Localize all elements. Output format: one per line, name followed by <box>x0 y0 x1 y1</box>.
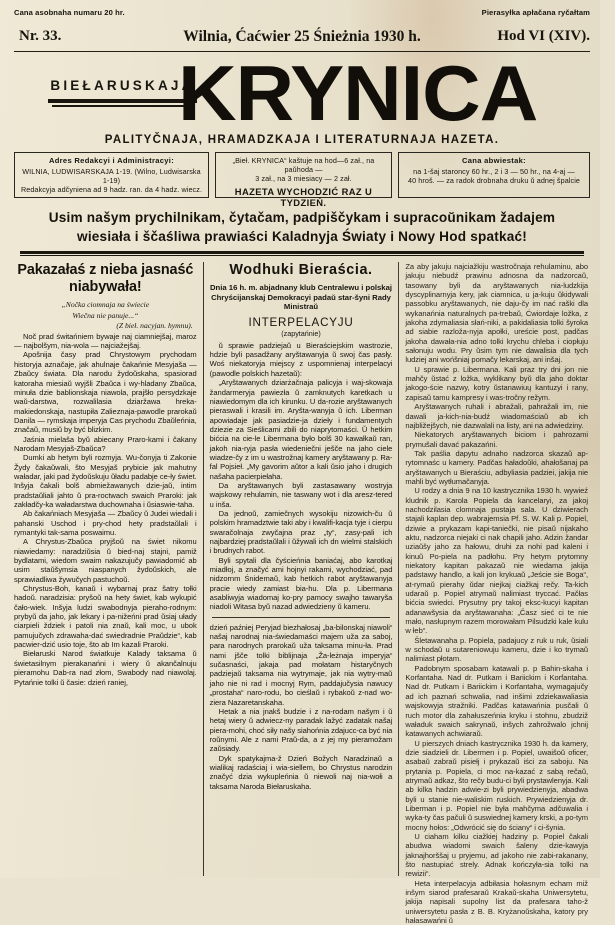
greeting-line-1: Usim našym prychilnikam, čytačam, padpiščykam i supracoŭnikam žadajem <box>48 210 556 225</box>
address-line-2: Redakcyja adčyniena ad 9 hadz. ran. da 4 hadz. wiecz. <box>20 185 203 195</box>
paragraph: dzień paźniej Peryjad biezhałosaj „ba-bilonskaj niawoli“ našaj narodnaj nia-świedamaści majem uža za saboj, para narodnych prarokaŭ uža taksama minu-ła. Prad nami jšče tolki biblijnaja „Ža-leżnaja imperyja“ sučasnaści, jakaja pad mołatam histaryčnych padziejaŭ taksama nia wytrymaje, jak nia wytry-maŭ jaho nie ni rad i mocnyj Rym, paddajučysia nawucy „prostaha“ naro-rodu, bo cieślaŭ i rybakoŭ z-nad wo-ziera Nazaretanskaha. <box>209 622 393 707</box>
epigraph-line-1: „Nočka ciomnaja na świecie <box>61 300 150 309</box>
greeting-divider-thin <box>20 255 584 256</box>
paragraph: Hetak a nia jnakš budzie i z na-rodam našym i ŭ hetaj wiery ŭ adwiecz-ny paradak lažyć zadatak našaj piera-mohi, choć siły našy siahońnia zdajucc-ca być nia roŭnymi. Ale z nami Praŭ-da, a z jej my pieramožam zaŭsiady. <box>209 706 393 754</box>
masthead <box>0 49 600 138</box>
paragraph: „Aryštawanych dziarżačnaja palicyja i waj-skowaja žandarmeryja pawiezła ŭ zamknutych karetkach u niawiedomym dla ich kirunku. U da-rozie aryštawanych pieraswali i krasili im. Aryšta-wanyja ŭ ich. Liberman apowiadaje jak pasiadzie-ja dzieły i fundamentych dziezie za Sieślicami zbili do niaprytomaści. Ŭ hetkim bićcia na cie-le Libermana było bolš 30 kawałkaŭ ran, jakoh nia-ryja pasła wiedeniečni ješče na jaho ciele wiadze-čy z im u wastrožnaj kamery aryštawany p. Ra-fal Pojsieł. „My gavorim aŭtor a kali ŭsio jaho i drugich našaha pacierpiełaha. <box>209 378 393 481</box>
paragraph: Padobnym sposabam katawali p. p Bahin-skaha i Korfantaha. Nad dr. Putkam i Bariickim i Korfantaha. Nad dr. Putkam i Bariickim i Korfantaha, wymagajučy ad ich paznań schwalia, nad inšimi zdziekawaliasia wajskowyja stražniki. Padčas katawańnia pusčali ŭ ruch motor dla zahałuszeńnia kryku i stohnu, zbudziž waładuk swaich sakrynaŭ, inšych zahrožwalo jchnij katawanych achwiaraŭ. <box>405 663 589 739</box>
paragraph: Biełaruski Narod światkuje Kalady taksama ŭ świetasilnym pierakanańni i wiery ŭ akančalnuju pieramohu Dab-ra nad złom, Swabody nad niawolaj. Pytańnie tolki ŭ časie: dzień raniej, <box>14 649 197 687</box>
paragraph: Da aryštawanych byli zastasawany wostryja wajskowy rehulamin, nie taswany wot i dla aresz-tered u inša. <box>209 480 393 509</box>
paragraph: Niekatorych aryštawanych biciom i pahrozami prymušali davać pakazańni. <box>405 430 589 449</box>
place-and-date: Wilnia, Ćaćwier 25 Śnieżnia 1930 h. <box>183 28 421 45</box>
paragraph: Šletawanaha p. Popiela, padajucy z ruk u ruk, ŭsiali w schodaŭ u sutareniowuju kameru, dzie i ko trymaŭ nalimiast płotam. <box>405 635 589 664</box>
price-note: Cana asobnaha numaru 20 hr. <box>14 8 125 17</box>
column-three <box>398 262 594 925</box>
paragraph: U rodzy a dnia 9 na 10 kastrycznika 1930 h. wywieź kludnik p. Karola Popiela da kancelaryi, za jakoj nachodzilasia clomnaja pustaja sala. U dziwierach stajali kaplan dep. wabrajemsia Pf. S. W. Kali p. Popiel, dziwie a prykazam kapi-taniečki, nie pisaŭ nijakaho aktu, nadzorca niejaki ci nak chapili jaho. Adzin žandar uziaŭšy jaho za hałowu, druhi za nohi pad kaleni i kinuŭ Po-piela na padłohu. Pry hetym prytomny niekatory kapitan pakazaŭ nie wiedama jakija padstawy handlo, a kali jon krykuaŭ „Jeście sie Boga“, at-rymaŭ pierahy ŭdar niejkaj ciažkaj rečy. Ta-kich udaraŭ p. Popiel atrymaŭ nalimiast tryccać. Pačłas bićcia swiedci. Prysutny pry takoj eksc-kucyi kapitan adanawšysia da aryštawanaha: „Časz sieć ci te nie mało, nasłupnym razem morowałam Pilsudzki kale kulu w łeb“. <box>405 486 589 636</box>
advert-price-title: Cana abwiestak: <box>461 156 526 165</box>
postage-note: Pierasyłka apłačana ryčałtam <box>481 8 590 17</box>
article-columns <box>8 262 594 925</box>
paragraph: Noč prad świtańniem bywaje naj ciamniejšaj, maroz — najbolšym, nia-wola — najciažejšaj. <box>14 331 197 351</box>
paragraph: Za aby jakuju najciažkiju wastročnaja rehulaminu, abo jakuju niebudź prawinu adnosna da nadzorcaŭ, tasowany byli da aryštawanych nia-ludzkija dyscyplinarnyja kery, jak ciamnica, u ja-kuju ŭkidywali passobku aryštawanych, nie daju-čy im nać raški dla wykanańnia naturalnych pa-trebaŭ, Ćwiordaje ložka, z jakoha zdymaliasia słań-niki, a pakidaliasia tolki šyroka ad siabie razloža-nyja apołki, ureście post, padčas jakoha dawała-nia adno tolki krychu chleba i ciopłuju sałonuju wodu. Pry ŭsim tym nie dawalisia dla tych ludziej ani wońšniaj pomačy lekarskaj, ani inšaj. <box>405 262 589 365</box>
holiday-greeting <box>14 208 590 246</box>
article-headline-christmas: Pakazałaś z nieba jasnaść niabywała! <box>17 262 194 295</box>
issue-line <box>14 28 590 50</box>
masthead-title: KRYNICA <box>178 49 538 137</box>
paragraph: Heta interpelacyja adbiłasia hołasnym echam miž inšym siarod prafesaraŭ Krakaŭ-skaha Uniwersytetu, jakija napisali supolny list da prafesara taho-ž uniwersytetu pasła z B. B. Kryżanoŭskaha, katory pry hałasawańni ŭ <box>405 878 589 925</box>
epigraph-source: (Z bieł. nacyjan. hymnu). <box>116 321 193 331</box>
greeting-line-2: wiesiała i ščaśliwa prawiaści Kaladnyja Światy i Nowy Hod spatkać! <box>77 229 527 244</box>
advert-price-box <box>398 152 590 198</box>
column-one <box>8 262 203 876</box>
section-heading-interpelacyju: INTERPELACYJU <box>248 315 354 329</box>
info-boxes <box>14 152 590 208</box>
paragraph: U pierszych dniach kastrycznika 1930 h. da kamery, dzie siadzieli dr. Libermen i p. Popiel, uwaišoŭ oficer, asabaŭ zabraŭ pisiełj i prykazaŭ iści za saboju. Na prytania p. Popiela, ci moc na-kazać z sabą rečaŭ, atrymaŭ adkaz, što rečy budu-ci byli prystawlenyja. Kali ab kilka hadzin adwie-zi byli prywiedzienyja, abadwa byli u stanie nie-waliskim ruskich. Prywiedzienyja dr. Liberman i p. Popiel nie była mahčyma adčuwalia i wyka-ty čas pačuli ŭ suswiednej kamery krski, a po-tym mocny hołos: „Odwrócić się do ściany“ i ci-šynia. <box>405 738 589 832</box>
paragraph: U ciaham kilku ciažkiej hadziny p. Popiel čakali abudwa wiadomi swaich šaleny dzie-kawyja jaknajhorššaj u pryjemu, ad jakoho nie zabi-rakanany, što nastupiać strely. Adnak kończyła-sia tolki na rewizii“. <box>405 831 589 879</box>
subscription-box <box>215 152 392 208</box>
paragraph: ŭ sprawie padziejaŭ u Bieraściejskim wastrozie, hdzie byli pasadžany aryštawanyja ŭ swoj čas pasły. Woś niekatoryja miejscy z uspomnienaj interpelacyi (pawodle polskich hazetaŭ): <box>209 340 393 378</box>
subscription-line-2: 3 zał., na 3 miesiacy — 2 zał. <box>255 174 352 184</box>
subscription-line-1: „Bieł. KRYNICA“ kaštuje na hod—6 zał., na paŭhoda — <box>232 156 375 175</box>
masthead-prefix: BIEŁARUSKAJA <box>50 78 195 93</box>
column-two <box>203 262 399 876</box>
paragraph: Chrystus-Boh, kanaŭ i wybarnaj praz šatry tołki hadoŭ. naradzisia: pryšoŭ na hety świet, kab wykupić čało-wiek. Inšyja ludzi swabodnyja pieraho-rodnym: prybyŭ da jaho, jak lekary i pa-nižeńni prad ŭsiaj ułady ciarpieli ždziek i patoli nia znaŭ, kali moc, u ubok pamujučych zdrawaha-dać swiedradnie Praŭdzie“, kab pacwier-dzić usio toje, što ab Im kazali Praroki. <box>14 584 197 650</box>
advert-price-line-1: na 1-šaj staroncy 60 hr., 2 i 3 — 50 hr., na 4-aj — <box>413 167 575 176</box>
article-lead: Dnia 16 h. m. abjadnany klub Centralewu i polskaj Chryścijanskaj Demokracyi padaŭ star-šyni Rady Ministraŭ <box>210 283 392 312</box>
top-notices <box>14 8 590 24</box>
paragraph: Apošnija časy prad Chrystowym prychodam historyja aznačaje, jak ahulnaje čakańnie Mesyjaša —Zbaŭcy świata. Dla narodu žydoŭskaha, spasiorad katoraha miesiaŭ wyjšli Zbaŭca i wy-hladany Zbaŭca, minuła dzie bablionskaja niawola, prajšło persydzkaje waŭ-darstwa, rozwalilasia dziaržawa hreka-makiedonskaja, nastupiła Zalieznaja-pawodle prarokaŭ Danila — rymskaja imperyja Cas prychodu Zbaŭleńnia, značaŭ, musiŭ by być blizkim. <box>14 350 197 435</box>
section-subheading: (zapytańnie) <box>281 328 321 338</box>
paragraph: Ab čakańniach Mesyjaša — Zbaŭcy ŭ Judei wiedali i pahanski Uschod i pry-chod hety pradstaŭlali i rymantyki tak-sama poswaimu. <box>14 509 197 537</box>
address-box <box>14 152 209 198</box>
paragraph: Byli spytali dla čyścieńnia baniaćaj, abo karotkaj miadłoj, a značyć ami hojnyi rakami, wychodziać, pad nidzornm Śnidemaŭ, kab hetkich rabot aryštawanyja pracie wiedy zamiast bia-hu. Dla p. Libermana asabliwyja wiadomaj ko-pry pamocy swajho tawaryša niadoli Witasa byŭ nazad adwiedzieny ŭ kameru. <box>209 555 393 612</box>
article-headline-bierascie: Wodhuki Bieraścia. <box>229 262 373 278</box>
publication-frequency: HAZETA WYCHODZIĆ RAZ U TYDZIEŃ. <box>234 185 373 208</box>
paragraph: Jaśnia mielaša byŭ abiecany Praro-kami i čakany Narodam Mesyjaš-Zbaŭca? <box>14 434 197 453</box>
paragraph: Tak paślia dapytu adnaho nadzorca skazaŭ ap-rytomnaśc u kamery. Padčas haładoŭki, ahałošanaj pa aryštawanych u Bieraściu, adbyliasia padziei, jakija nie mahli być wytłumačanyja. <box>405 448 589 486</box>
masthead-subtitle: PALITYČNAJA, HRAMADZKAJA I LITERATURNAJA HAZETA. <box>104 134 500 146</box>
issue-number: Nr. 33. <box>19 28 62 44</box>
column-section-divider <box>212 617 391 618</box>
paragraph: Da jednoŭ, zamiečnych wysokiju nizowich-ču ŭ polskim hramadztwie taki aby i kwalifi-kacja tyje i cierpu swaračolnaja zwyčajna praz „ty“, zasy-pali ich najbardziej pradstaŭlali i ŭžywali ich dn wielmi stalskich i brudnych rabot. <box>209 508 393 556</box>
address-line-1: WILNIA, LUDWISARSKAJA 1-19. (Wilno, Ludwisarska 1-19) <box>22 167 201 186</box>
paragraph: U sprawie p. Libermana. Kali praz try dni jon nie mahčy ŭstać z ložka, wyklikany byŭ dla jaho doktar jakogo-ście nazwy, kotry ŭstanawiuų kantuzyi i rany, zapisaŭ tamu kampresy i was-tročny režym. <box>405 364 589 402</box>
paragraph: Aryštawanych ruhali i abražali, pahražali im, nie dawali ja-kich-nia-budź wiadomaściaŭ ab ich najbližejšych, nie dazwalali na listy, ani na adwiedziny. <box>405 402 589 430</box>
paragraph: Dumki ab hetym byli rozmyja. Wu-čonyja ti Zakonie Žydy čakaŭwali, što Mesyjaš prybicie jak mahutny waładar, jaki pad žydoŭskuju ŭładu padabje ce-ły świet. Inšyja čakali bolš abmiežawanych dzie-jaŭ, intim pradstaŭliali jahto ŭ pra-roctwach swaich Praroki: jak zakładčy-ka waładarstwa duchownaha i ŭsiaswie-taha. <box>14 453 197 509</box>
paragraph: A Chrystus-Zbaŭca pryjšoŭ na świet nikomu niawiedamy: naradziŭsia ŭ bied-naj stajni, pamiž bydlatami, wiedom swaim nakazujučy pawiadomić ab usim staŭšymsia niaspanych žydoŭskich, ale sprawiadliwa žywučych pastuchoŭ. <box>14 537 197 584</box>
greeting-divider-thick <box>20 251 584 254</box>
address-box-title: Adres Redakcyi i Administracyi: <box>48 156 175 165</box>
epigraph-line-2: Wiečna nie panuje...“ <box>72 310 139 320</box>
advert-price-line-2: 40 hroš. — za radok drobnaha druku ŭ adnej špalcie <box>407 176 580 186</box>
paragraph: Dyk spatykajma-ž Dzień Božych Naradzinaŭ a wialikaj radaściaj i wia-siellem, bo Chrystus narodzin značyć dzia wykupleńnia ŭ niewoli naj nia-wołi a taksama Naroda Biełaruskaha. <box>209 753 393 791</box>
volume-year: Hod VI (XIV). <box>497 28 590 44</box>
